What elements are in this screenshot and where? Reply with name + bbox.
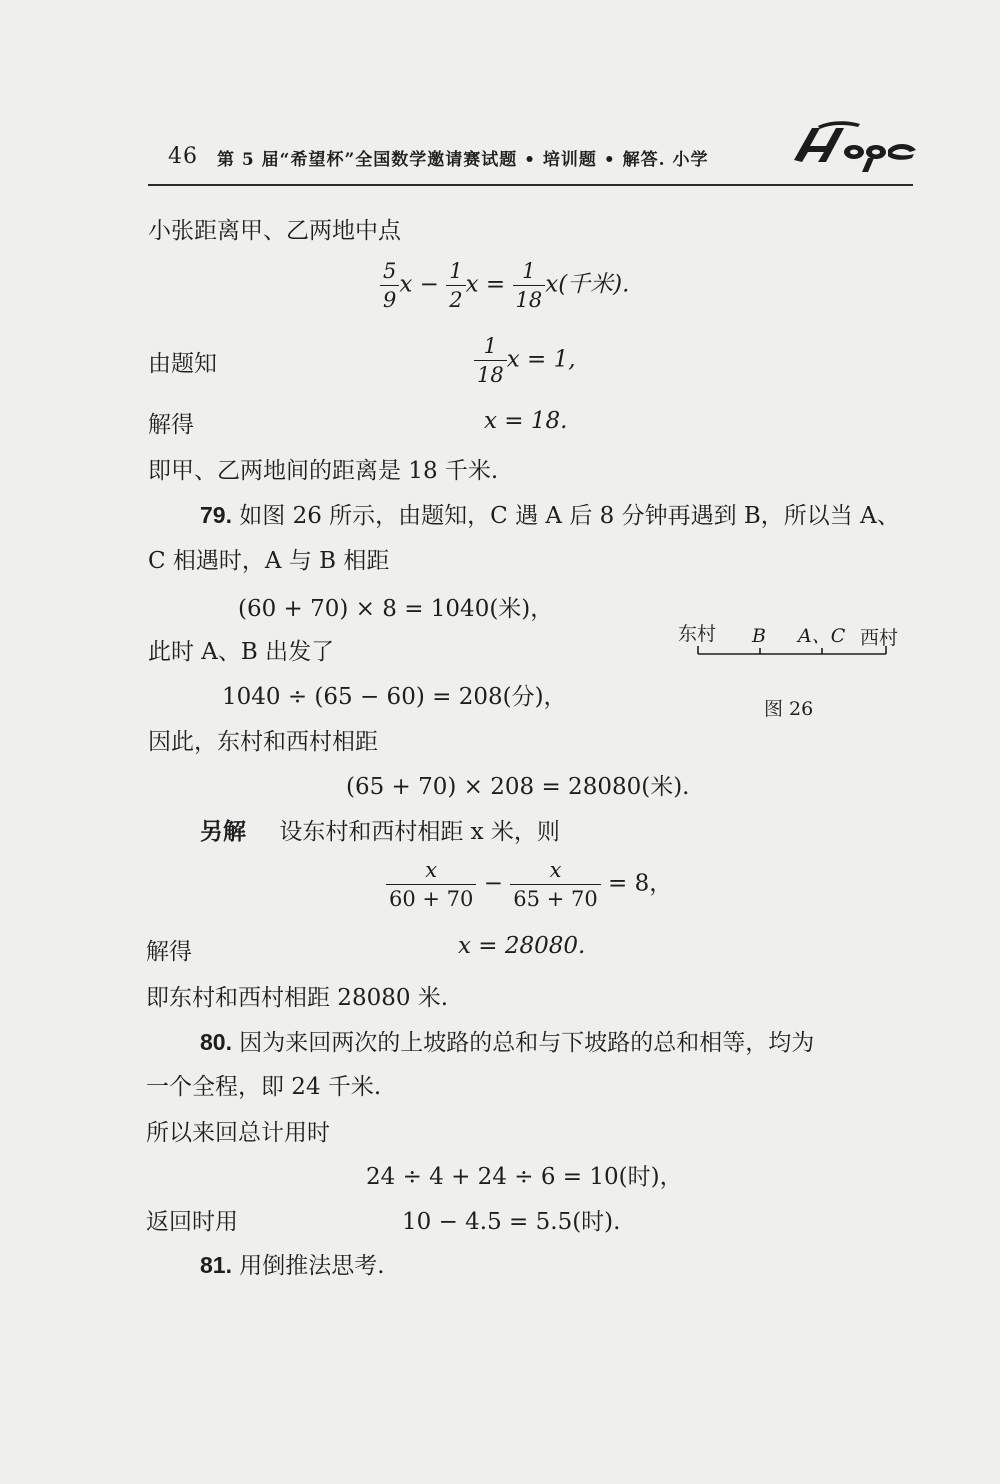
- problem-79-line-1: 79. 如图 26 所示，由题知，C 遇 A 后 8 分钟再遇到 B，所以当 A、: [200, 502, 900, 529]
- equation-given: $\frac{1}{18}$ x = 1,: [474, 333, 576, 388]
- equation-total-time: 24 ÷ 4 + 24 ÷ 6 = 10(时)，: [366, 1164, 683, 1190]
- problem-number: 80.: [200, 1029, 232, 1055]
- label-return-time: 返回时用: [146, 1209, 238, 1235]
- equation-alt: $\frac{x}{60 + 70}$ − $\frac{x}{65 + 70}$ = 8，: [386, 857, 672, 912]
- point-b-label: B: [752, 625, 766, 647]
- equation-solution: x = 18.: [484, 408, 568, 434]
- label-solve-alt: 解得: [146, 939, 192, 965]
- problem-81-line: 81. 用倒推法思考.: [200, 1252, 385, 1279]
- header-rule: [148, 184, 913, 186]
- label-solve: 解得: [148, 412, 194, 438]
- equation-ab-distance: (60 + 70) × 8 = 1040(米)，: [238, 596, 554, 622]
- line-distance-result: 即甲、乙两地间的距离是 18 千米.: [148, 458, 499, 484]
- equation-elapsed-time: 1040 ÷ (65 − 60) = 208(分)，: [222, 684, 567, 710]
- line-village-distance: 因此，东村和西村相距: [148, 729, 378, 755]
- equation-village-distance: (65 + 70) × 208 = 28080(米).: [346, 774, 690, 800]
- problem-80-line-1: 80. 因为来回两次的上坡路的总和与下坡路的总和相等，均为: [200, 1029, 815, 1056]
- fraction: $\frac{5}{9}$: [380, 258, 399, 313]
- line-alt-result: 即东村和西村相距 28080 米.: [146, 985, 449, 1011]
- problem-number: 79.: [200, 502, 232, 528]
- problem-80-line-2: 一个全程，即 24 千米.: [146, 1074, 382, 1100]
- equation-return-time: 10 − 4.5 = 5.5(时).: [402, 1209, 621, 1235]
- equation-alt-solution: x = 28080.: [458, 933, 586, 959]
- fraction: $\frac{1}{2}$: [446, 258, 465, 313]
- route-line-diagram: [676, 618, 916, 678]
- label-given: 由题知: [148, 351, 217, 377]
- east-village-label: 东村: [678, 623, 717, 645]
- point-ac-label: A、C: [798, 625, 846, 647]
- problem-number: 81.: [200, 1252, 232, 1278]
- fraction: $\frac{x}{60 + 70}$: [386, 857, 476, 912]
- line-total-time: 所以来回总计用时: [146, 1120, 330, 1146]
- fraction: $\frac{x}{65 + 70}$: [510, 857, 600, 912]
- line-elapsed-time: 此时 A、B 出发了: [148, 639, 335, 665]
- fraction: $\frac{1}{18}$: [474, 333, 507, 388]
- header-title: 第 5 届“希望杯”全国数学邀请赛试题 • 培训题 • 解答. 小学: [217, 150, 709, 170]
- page-number: 46: [168, 144, 198, 169]
- figure-caption: 图 26: [764, 698, 814, 720]
- equation-distance-from-midpoint: $\frac{5}{9}$ x − $\frac{1}{2}$ x = $\frac{1}{18}$ x(千米).: [380, 258, 629, 313]
- problem-79-line-2: C 相遇时，A 与 B 相距: [148, 548, 390, 574]
- fraction: $\frac{1}{18}$: [513, 258, 546, 313]
- line-midpoint: 小张距离甲、乙两地中点: [148, 218, 401, 244]
- hope-logo: [790, 118, 920, 178]
- west-village-label: 西村: [860, 627, 899, 649]
- alternative-solution-line: 另解 设东村和西村相距 x 米，则: [200, 818, 560, 845]
- alt-solution-label: 另解: [200, 818, 246, 845]
